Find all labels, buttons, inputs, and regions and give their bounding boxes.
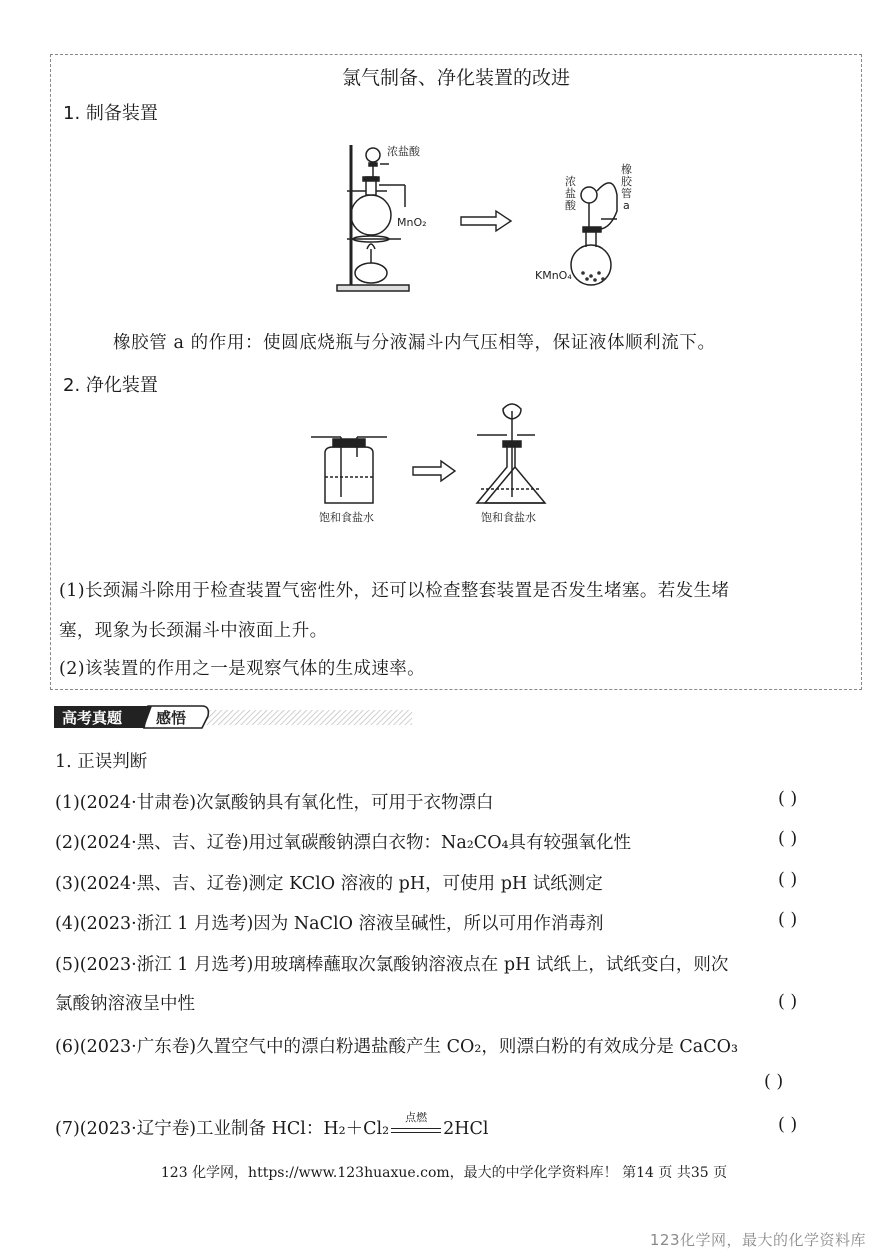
equals-sign	[391, 1128, 441, 1133]
banner-subtitle: 感悟	[156, 709, 187, 727]
ignition-label: 点燃	[405, 1110, 428, 1124]
answer-blank-1[interactable]: ( )	[778, 789, 798, 809]
reaction-condition	[389, 1110, 443, 1139]
box-title: 氯气制备、净化装置的改进	[341, 67, 570, 89]
label-brine-left: 饱和食盐水	[319, 511, 374, 524]
alcohol-lamp-left	[355, 244, 387, 283]
label-brine-right: 饱和食盐水	[481, 511, 536, 524]
question-4: (4)(2023·浙江 1 月选考)因为 NaClO 溶液呈碱性，所以可用作消毒剂	[55, 914, 604, 934]
answer-blank-4[interactable]: ( )	[778, 910, 798, 930]
answer-blank-7[interactable]: ( )	[778, 1115, 798, 1135]
label-conc-v3: 酸	[565, 199, 576, 212]
purpose-2: (2)该装置的作用之一是观察气体的生成速率。	[59, 659, 426, 679]
purification-apparatus-figure	[301, 401, 571, 531]
label-kmno4: KMnO₄	[535, 269, 572, 282]
answer-blank-6[interactable]: ( )	[764, 1072, 784, 1092]
kmno4-solid	[581, 271, 605, 282]
improvement-box	[50, 54, 862, 690]
preparation-apparatus-figure	[321, 133, 661, 303]
label-conc-v1: 浓	[565, 175, 576, 188]
question-1: (1)(2024·甘肃卷)次氯酸钠具有氧化性，可用于衣物漂白	[55, 793, 494, 813]
question-5-line-1: (5)(2023·浙江 1 月选考)用玻璃棒蘸取次氯酸钠溶液点在 pH 试纸上，试纸变白，则次	[55, 955, 729, 975]
purpose-1-line-1: (1)长颈漏斗除用于检查装置气密性外，还可以检查整套装置是否发生堵塞。若发生堵	[59, 581, 730, 601]
questions-heading: 1. 正误判断	[55, 752, 148, 772]
question-2: (2)(2024·黑、吉、辽卷)用过氧碳酸钠漂白衣物：Na₂CO₄具有较强氧化性	[55, 833, 632, 853]
improvement-arrow-1	[461, 211, 511, 231]
page-footer: 123 化学网，https://www.123huaxue.com，最大的中学化学资料库！ 第14 页 共35 页	[160, 1165, 728, 1181]
question-7-text: (7)(2023·辽宁卷)工业制备 HCl：H₂＋Cl₂	[55, 1119, 390, 1139]
label-mno2: MnO₂	[397, 216, 427, 229]
section-1-heading: 1. 制备装置	[63, 103, 158, 124]
question-5-line-2: 氯酸钠溶液呈中性	[55, 994, 195, 1014]
banner-tag: 高考真题	[62, 709, 123, 727]
label-tube-4: a	[623, 199, 630, 212]
question-7-product: 2HCl	[443, 1119, 489, 1139]
label-conc-hcl: 浓盐酸	[387, 145, 420, 158]
watermark: 123化学网，最大的化学资料库	[649, 1231, 866, 1249]
answer-blank-5[interactable]: ( )	[778, 992, 798, 1012]
answer-blank-2[interactable]: ( )	[778, 829, 798, 849]
question-6: (6)(2023·广东卷)久置空气中的漂白粉遇盐酸产生 CO₂，则漂白粉的有效成分是 CaCO₃	[55, 1037, 738, 1057]
round-bottom-flask-right	[571, 183, 617, 285]
section-2-heading: 2. 净化装置	[63, 375, 158, 396]
purpose-1-line-2: 塞，现象为长颈漏斗中液面上升。	[59, 621, 328, 641]
conical-flask-with-funnel	[477, 404, 545, 503]
gaokao-banner	[52, 704, 422, 730]
label-tube-1: 橡	[621, 163, 632, 176]
gas-washing-bottle	[311, 437, 387, 503]
answer-blank-3[interactable]: ( )	[778, 870, 798, 890]
question-3: (3)(2024·黑、吉、辽卷)测定 KClO 溶液的 pH，可使用 pH 试纸测定	[55, 874, 603, 894]
improvement-arrow-2	[413, 461, 455, 481]
question-7	[55, 1110, 489, 1140]
rubber-tube-note: 橡胶管 a 的作用：使圆底烧瓶与分液漏斗内气压相等，保证液体顺利流下。	[113, 333, 716, 353]
label-tube-3: 管	[621, 187, 632, 200]
label-tube-2: 胶	[621, 175, 632, 188]
label-conc-v2: 盐	[565, 187, 576, 200]
